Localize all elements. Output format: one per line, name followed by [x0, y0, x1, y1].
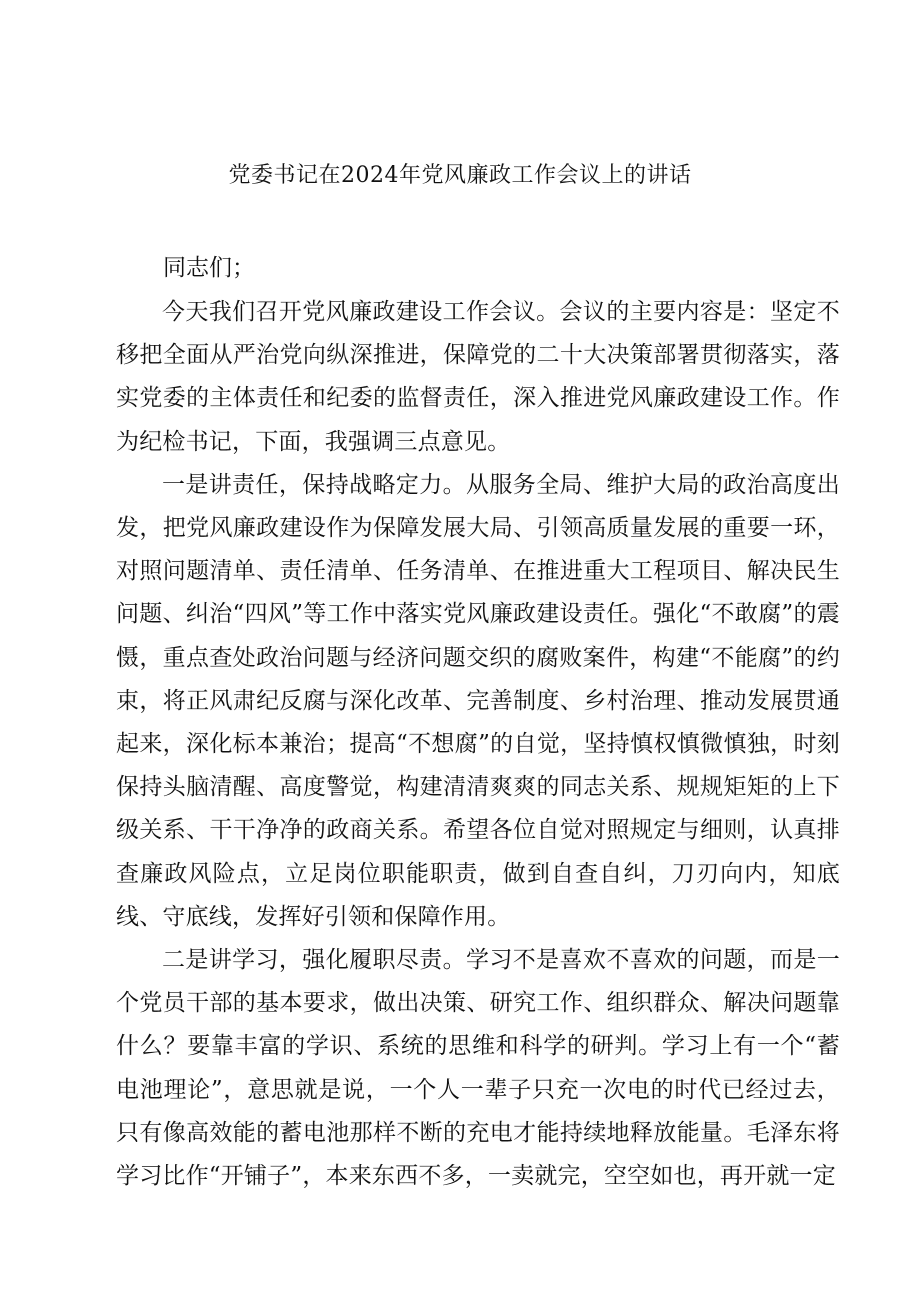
salutation: 同志们；	[163, 255, 255, 281]
body-text	[116, 291, 840, 1198]
paragraph-study: 二是讲学习，强化履职尽责。学习不是喜欢不喜欢的问题，而是一个党员干部的基本要求，做出决策、研究工作、组织群众、解决问题靠什么？要靠丰富的学识、系统的思维和科学的研判。学习上有一个“蓄电池理论”，意思就是说，一个人一辈子只充一次电的时代已经过去，只有像高效能的蓄电池那样不断的充电才能持续地释放能量。毛泽东将学习比作“开铺子”，本来东西不多，一卖就完，空空如也，再开就一定	[116, 947, 840, 1190]
paragraph-intro: 今天我们召开党风廉政建设工作会议。会议的主要内容是：坚定不移把全面从严治党向纵深推进，保障党的二十大决策部署贯彻落实，落实党委的主体责任和纪委的监督责任，深入推进党风廉政建设工作。作为纪检书记，下面，我强调三点意见。	[116, 299, 840, 455]
paragraph-responsibility: 一是讲责任，保持战略定力。从服务全局、维护大局的政治高度出发，把党风廉政建设作为保障发展大局、引领高质量发展的重要一环，对照问题清单、责任清单、任务清单、在推进重大工程项目、解决民生问题、纠治“四风”等工作中落实党风廉政建设责任。强化“不敢腐”的震慑，重点查处政治问题与经济问题交织的腐败案件，构建“不能腐”的约束，将正风肃纪反腐与深化改革、完善制度、乡村治理、推动发展贯通起来，深化标本兼治；提高“不想腐”的自觉，坚持慎权慎微慎独，时刻保持头脑清醒、高度警觉，构建清清爽爽的同志关系、规规矩矩的上下级关系、干干净净的政商关系。希望各位自觉对照规定与细则，认真排查廉政风险点，立足岗位职能职责，做到自查自纠，刀刃向内，知底线、守底线，发挥好引领和保障作用。	[116, 471, 840, 930]
document-title: 党委书记在2024年党风廉政工作会议上的讲话	[228, 163, 692, 188]
